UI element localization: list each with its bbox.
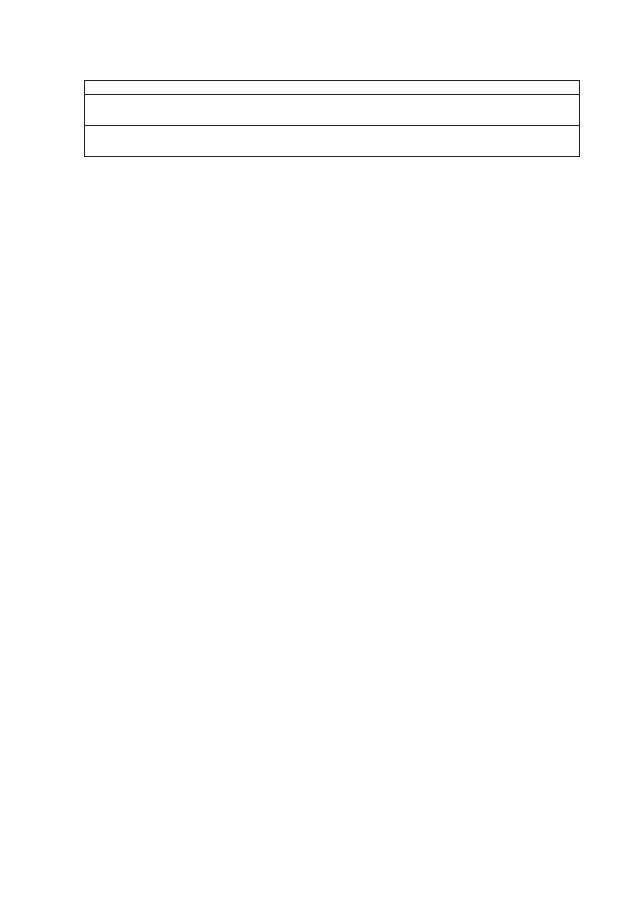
subprogram-row xyxy=(85,95,580,126)
main-event-row xyxy=(85,126,580,157)
indicators-table xyxy=(84,80,580,157)
section-5-title xyxy=(85,81,580,95)
section-row xyxy=(85,81,580,95)
subprogram-4-title xyxy=(85,95,580,126)
main-event-6-title xyxy=(85,126,580,157)
